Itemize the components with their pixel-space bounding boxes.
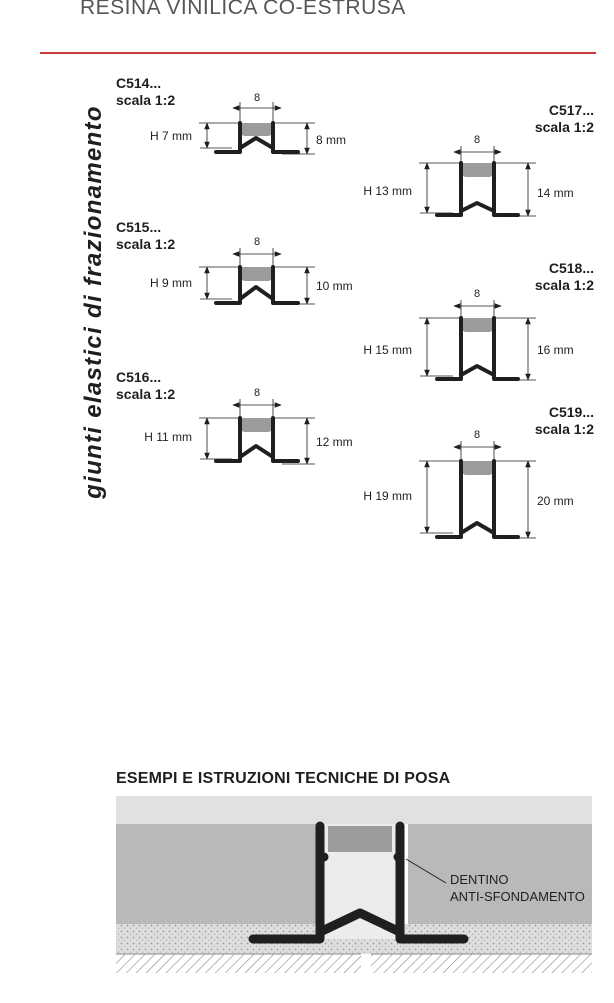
total-height-label: 20 mm: [537, 494, 574, 508]
callout-line-1: DENTINO: [450, 872, 509, 887]
height-label: H 19 mm: [363, 489, 412, 503]
profile-scale: scala 1:2: [534, 421, 594, 437]
width-label: 8: [473, 429, 481, 441]
profile-c515-drawing: [199, 248, 315, 304]
page-header-title: RESINA VINILICA CO-ESTRUSA: [80, 0, 406, 19]
profile-code: C518...: [548, 260, 594, 276]
profile-scale: scala 1:2: [116, 386, 176, 402]
height-label: H 9 mm: [150, 276, 192, 290]
vertical-section-title: giunti elastici di frazionamento: [80, 105, 107, 499]
profile-scale: scala 1:2: [116, 92, 176, 108]
height-label: H 7 mm: [150, 129, 192, 143]
total-height-label: 8 mm: [316, 133, 346, 147]
height-label: H 13 mm: [363, 184, 412, 198]
profile-c519-drawing: [419, 441, 536, 538]
profile-scale: scala 1:2: [534, 119, 594, 135]
height-label: H 15 mm: [363, 343, 412, 357]
profile-c516-drawing: [199, 399, 315, 464]
width-label: 8: [253, 236, 261, 248]
profile-scale: scala 1:2: [534, 277, 594, 293]
profile-c518-drawing: [419, 300, 536, 380]
profile-code: C514...: [116, 75, 162, 91]
installation-heading: ESEMPI E ISTRUZIONI TECNICHE DI POSA: [116, 770, 451, 787]
height-label: H 11 mm: [144, 430, 192, 444]
profile-code: C515...: [116, 219, 162, 235]
width-label: 8: [253, 387, 261, 399]
callout-line-2: ANTI-SFONDAMENTO: [450, 889, 585, 904]
installation-callout: [450, 871, 585, 905]
total-height-label: 14 mm: [537, 186, 574, 200]
profile-code: C516...: [116, 369, 162, 385]
profile-code: C517...: [548, 102, 594, 118]
width-label: 8: [253, 92, 261, 104]
total-height-label: 16 mm: [537, 343, 574, 357]
profile-scale: scala 1:2: [116, 236, 176, 252]
width-label: 8: [473, 288, 481, 300]
profile-c514-drawing: [199, 102, 315, 154]
total-height-label: 12 mm: [316, 435, 353, 449]
profile-code: C519...: [548, 404, 594, 420]
profile-c517-drawing: [419, 146, 536, 216]
total-height-label: 10 mm: [316, 279, 353, 293]
width-label: 8: [473, 134, 481, 146]
